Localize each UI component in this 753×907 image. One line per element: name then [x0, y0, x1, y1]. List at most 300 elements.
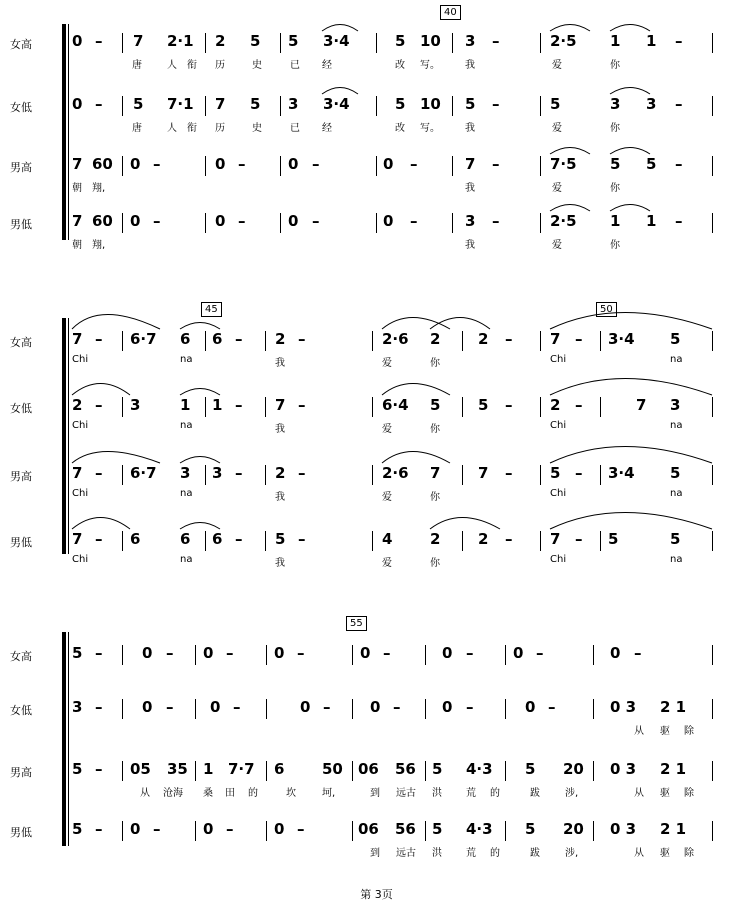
note: –: [575, 464, 583, 482]
note: 2·5: [550, 212, 577, 230]
note: 5: [465, 95, 476, 113]
note: 2: [478, 330, 489, 348]
note: 2: [550, 396, 561, 414]
note: –: [323, 698, 331, 716]
note: –: [492, 95, 500, 113]
lyric: 到: [370, 788, 380, 799]
lyric: 荒: [466, 788, 476, 799]
note: 1: [646, 212, 657, 230]
note: 5: [72, 760, 83, 778]
note: –: [312, 212, 320, 230]
note: 0: [274, 820, 285, 838]
note: –: [238, 155, 246, 173]
part-label: 男高: [10, 766, 32, 779]
note: –: [536, 644, 544, 662]
note: 5: [250, 95, 261, 113]
lyric: 荒: [466, 848, 476, 859]
note: 3·4: [323, 32, 350, 50]
lyric: 你: [610, 183, 620, 194]
lyric: 除: [684, 726, 694, 737]
note: –: [298, 396, 306, 414]
note: –: [505, 330, 513, 348]
note: 5: [395, 32, 406, 50]
note: 4: [382, 530, 393, 548]
note: 7·1: [167, 95, 194, 113]
note: –: [166, 698, 174, 716]
note: –: [575, 396, 583, 414]
note: –: [95, 530, 103, 548]
part-label: 男低: [10, 536, 32, 549]
lyric: 爱: [382, 558, 392, 569]
note: –: [297, 820, 305, 838]
note: 2: [478, 530, 489, 548]
lyric: Chi: [550, 488, 567, 499]
note: 6·7: [130, 464, 157, 482]
note: 05: [130, 760, 151, 778]
lyric: 爱: [382, 424, 392, 435]
part-label: 女低: [10, 402, 32, 415]
note: 7: [550, 530, 561, 548]
note: 7: [133, 32, 144, 50]
note: 5: [72, 820, 83, 838]
note: 5: [550, 464, 561, 482]
note: –: [238, 212, 246, 230]
note: 0: [130, 212, 141, 230]
page-number: 第 3页: [360, 888, 393, 901]
note: 0: [442, 644, 453, 662]
note: 0: [142, 698, 153, 716]
lyric: na: [180, 554, 193, 565]
note: 7: [72, 155, 83, 173]
lyric: 爱: [382, 358, 392, 369]
lyric: 涉,: [565, 788, 579, 799]
lyric: Chi: [550, 354, 567, 365]
note: 5: [288, 32, 299, 50]
rehearsal-mark-50: 50: [596, 302, 617, 317]
lyric: Chi: [72, 354, 89, 365]
note: 5: [250, 32, 261, 50]
note: 0: [72, 95, 83, 113]
note: 0 3: [610, 820, 637, 838]
note: 1: [212, 396, 223, 414]
lyric: 史: [252, 60, 262, 71]
note: 20: [563, 760, 584, 778]
note: 0: [130, 155, 141, 173]
note: –: [466, 644, 474, 662]
lyric: 我: [275, 492, 285, 503]
note: 7·7: [228, 760, 255, 778]
note: –: [505, 396, 513, 414]
rehearsal-mark-45: 45: [201, 302, 222, 317]
part-label: 男低: [10, 218, 32, 231]
note: 5: [646, 155, 657, 173]
note: –: [505, 464, 513, 482]
note: 6·4: [382, 396, 409, 414]
lyric: 人: [167, 60, 177, 71]
lyric: na: [670, 488, 683, 499]
note: 3: [610, 95, 621, 113]
lyric: 写。: [420, 123, 440, 134]
note: 35: [167, 760, 188, 778]
note: 5: [430, 396, 441, 414]
note: 7: [215, 95, 226, 113]
lyric: Chi: [550, 420, 567, 431]
note: –: [393, 698, 401, 716]
note: 2 1: [660, 698, 687, 716]
note: 7: [72, 212, 83, 230]
note: 6: [180, 330, 191, 348]
lyric: 从: [634, 788, 644, 799]
note: 0: [288, 212, 299, 230]
note: 06: [358, 820, 379, 838]
lyric: 的: [248, 788, 258, 799]
note: 3: [646, 95, 657, 113]
note: 0: [513, 644, 524, 662]
lyric: 唐: [132, 123, 142, 134]
lyric: na: [670, 420, 683, 431]
note: –: [235, 330, 243, 348]
note: –: [95, 396, 103, 414]
note: 0: [274, 644, 285, 662]
lyric: 远古: [396, 788, 416, 799]
note: 7: [72, 530, 83, 548]
lyric: 已: [290, 60, 300, 71]
lyric: na: [180, 420, 193, 431]
lyric: 我: [465, 183, 475, 194]
lyric: 的: [490, 788, 500, 799]
lyric: 你: [430, 558, 440, 569]
note: 2·6: [382, 464, 409, 482]
part-label: 男高: [10, 161, 32, 174]
lyric: 写。: [420, 60, 440, 71]
note: 3: [670, 396, 681, 414]
lyric: 朝: [72, 183, 82, 194]
lyric: 沧海: [163, 788, 183, 799]
lyric: 桑: [203, 788, 213, 799]
note: –: [675, 212, 683, 230]
note: –: [548, 698, 556, 716]
note: –: [95, 95, 103, 113]
lyric: 经: [322, 123, 332, 134]
lyric: 改: [395, 60, 405, 71]
lyric: 唐: [132, 60, 142, 71]
note: 2: [430, 530, 441, 548]
note: 0: [442, 698, 453, 716]
note: –: [95, 32, 103, 50]
note: –: [312, 155, 320, 173]
note: 0: [360, 644, 371, 662]
note: 0: [72, 32, 83, 50]
lyric: 驱: [660, 726, 670, 737]
lyric: 衔: [187, 123, 197, 134]
note: 56: [395, 760, 416, 778]
note: 20: [563, 820, 584, 838]
note: 6: [212, 530, 223, 548]
lyric: na: [670, 554, 683, 565]
note: 10: [420, 95, 441, 113]
note: –: [575, 530, 583, 548]
note: –: [95, 698, 103, 716]
note: 2·6: [382, 330, 409, 348]
lyric: 我: [275, 358, 285, 369]
rehearsal-mark-40: 40: [440, 5, 461, 20]
note: –: [466, 698, 474, 716]
lyric: 翔,: [92, 240, 106, 251]
note: 2 1: [660, 820, 687, 838]
lyric: 涉,: [565, 848, 579, 859]
note: 3: [465, 212, 476, 230]
lyric: 爱: [382, 492, 392, 503]
part-label: 女高: [10, 38, 32, 51]
note: 6: [274, 760, 285, 778]
note: 6: [212, 330, 223, 348]
note: –: [95, 760, 103, 778]
note: 5: [133, 95, 144, 113]
note: 7: [465, 155, 476, 173]
note: 0: [383, 212, 394, 230]
note: 2: [215, 32, 226, 50]
lyric: 你: [610, 123, 620, 134]
lyric: 爱: [552, 60, 562, 71]
lyric: 翔,: [92, 183, 106, 194]
note: 1: [610, 212, 621, 230]
note: –: [153, 212, 161, 230]
note: 3·4: [608, 330, 635, 348]
lyric: 你: [430, 492, 440, 503]
note: 5: [525, 820, 536, 838]
note: –: [492, 155, 500, 173]
note: –: [95, 330, 103, 348]
lyric: na: [670, 354, 683, 365]
rehearsal-mark-55: 55: [346, 616, 367, 631]
note: 60: [92, 155, 113, 173]
lyric: na: [180, 354, 193, 365]
note: 5: [432, 820, 443, 838]
note: –: [235, 396, 243, 414]
note: 2: [275, 330, 286, 348]
note: 7: [478, 464, 489, 482]
note: 4·3: [466, 820, 493, 838]
note: 5: [610, 155, 621, 173]
note: –: [226, 644, 234, 662]
note: 1: [610, 32, 621, 50]
lyric: 田: [225, 788, 235, 799]
note: 5: [670, 530, 681, 548]
note: 5: [72, 644, 83, 662]
note: 0: [610, 644, 621, 662]
note: 2: [275, 464, 286, 482]
lyric: 经: [322, 60, 332, 71]
note: –: [298, 530, 306, 548]
note: –: [153, 155, 161, 173]
note: 7: [72, 330, 83, 348]
note: 3·4: [323, 95, 350, 113]
lyric: 已: [290, 123, 300, 134]
part-label: 男高: [10, 470, 32, 483]
lyric: 远古: [396, 848, 416, 859]
lyric: 驱: [660, 848, 670, 859]
lyric: 洪: [432, 848, 442, 859]
note: 3: [180, 464, 191, 482]
note: 3: [465, 32, 476, 50]
note: –: [95, 644, 103, 662]
lyric: 朝: [72, 240, 82, 251]
note: 5: [478, 396, 489, 414]
note: 6·7: [130, 330, 157, 348]
lyric: 爱: [552, 240, 562, 251]
note: 0: [370, 698, 381, 716]
lyric: 你: [430, 358, 440, 369]
note: 5: [275, 530, 286, 548]
lyric: 我: [275, 558, 285, 569]
note: 5: [670, 330, 681, 348]
lyric: 我: [275, 424, 285, 435]
note: –: [492, 32, 500, 50]
note: 1: [180, 396, 191, 414]
lyric: 到: [370, 848, 380, 859]
lyric: 你: [610, 60, 620, 71]
note: 5: [432, 760, 443, 778]
note: –: [410, 155, 418, 173]
note: 7: [430, 464, 441, 482]
lyric: 爱: [552, 183, 562, 194]
note: –: [675, 95, 683, 113]
lyric: Chi: [72, 420, 89, 431]
note: 3: [212, 464, 223, 482]
note: –: [226, 820, 234, 838]
lyric: 除: [684, 848, 694, 859]
note: –: [383, 644, 391, 662]
lyric: 除: [684, 788, 694, 799]
lyric: 坷,: [322, 788, 336, 799]
lyric: 跋: [530, 788, 540, 799]
note: –: [297, 644, 305, 662]
note: 5: [670, 464, 681, 482]
note: –: [95, 464, 103, 482]
note: 0: [210, 698, 221, 716]
note: 0: [525, 698, 536, 716]
note: 0: [300, 698, 311, 716]
note: 0: [215, 212, 226, 230]
lyric: 爱: [552, 123, 562, 134]
note: –: [298, 330, 306, 348]
lyric: 史: [252, 123, 262, 134]
part-label: 女高: [10, 650, 32, 663]
lyric: na: [180, 488, 193, 499]
note: –: [675, 32, 683, 50]
note: 5: [525, 760, 536, 778]
note: 0: [288, 155, 299, 173]
note: 60: [92, 212, 113, 230]
note: –: [575, 330, 583, 348]
lyric: 洪: [432, 788, 442, 799]
note: 6: [130, 530, 141, 548]
part-label: 女高: [10, 336, 32, 349]
note: 0: [203, 820, 214, 838]
lyric: 从: [140, 788, 150, 799]
note: –: [298, 464, 306, 482]
note: –: [505, 530, 513, 548]
note: –: [235, 530, 243, 548]
note: 56: [395, 820, 416, 838]
lyric: 你: [610, 240, 620, 251]
note: 7·5: [550, 155, 577, 173]
note: –: [410, 212, 418, 230]
note: 0 3: [610, 698, 637, 716]
lyric: 坎: [286, 788, 296, 799]
note: 7: [550, 330, 561, 348]
lyric: Chi: [550, 554, 567, 565]
note: –: [235, 464, 243, 482]
note: –: [95, 820, 103, 838]
note: 0: [215, 155, 226, 173]
part-label: 女低: [10, 704, 32, 717]
note: 4·3: [466, 760, 493, 778]
lyric: Chi: [72, 488, 89, 499]
note: 7: [636, 396, 647, 414]
lyric: 历: [215, 60, 225, 71]
note: 5: [550, 95, 561, 113]
note: 1: [203, 760, 214, 778]
note: 10: [420, 32, 441, 50]
note: 0: [130, 820, 141, 838]
lyric: 我: [465, 60, 475, 71]
note: –: [492, 212, 500, 230]
note: 0: [142, 644, 153, 662]
lyric: 人: [167, 123, 177, 134]
note: –: [634, 644, 642, 662]
note: 2: [72, 396, 83, 414]
note: 0: [383, 155, 394, 173]
lyric: 从: [634, 726, 644, 737]
note: 7: [72, 464, 83, 482]
lyric: 跋: [530, 848, 540, 859]
note: 5: [608, 530, 619, 548]
lyric: 从: [634, 848, 644, 859]
note: 7: [275, 396, 286, 414]
lyric: 我: [465, 123, 475, 134]
note: 50: [322, 760, 343, 778]
note: 3: [288, 95, 299, 113]
lyric: 我: [465, 240, 475, 251]
note: 06: [358, 760, 379, 778]
note: 0 3: [610, 760, 637, 778]
note: –: [166, 644, 174, 662]
note: 1: [646, 32, 657, 50]
note: 2·5: [550, 32, 577, 50]
note: 2 1: [660, 760, 687, 778]
lyric: Chi: [72, 554, 89, 565]
note: 2: [430, 330, 441, 348]
lyric: 改: [395, 123, 405, 134]
lyric: 衔: [187, 60, 197, 71]
note: 3·4: [608, 464, 635, 482]
part-label: 男低: [10, 826, 32, 839]
note: 3: [72, 698, 83, 716]
note: –: [675, 155, 683, 173]
note: 5: [395, 95, 406, 113]
lyric: 驱: [660, 788, 670, 799]
note: 0: [203, 644, 214, 662]
lyric: 历: [215, 123, 225, 134]
part-label: 女低: [10, 101, 32, 114]
lyric: 你: [430, 424, 440, 435]
note: 6: [180, 530, 191, 548]
note: –: [233, 698, 241, 716]
note: 3: [130, 396, 141, 414]
note: –: [153, 820, 161, 838]
lyric: 的: [490, 848, 500, 859]
